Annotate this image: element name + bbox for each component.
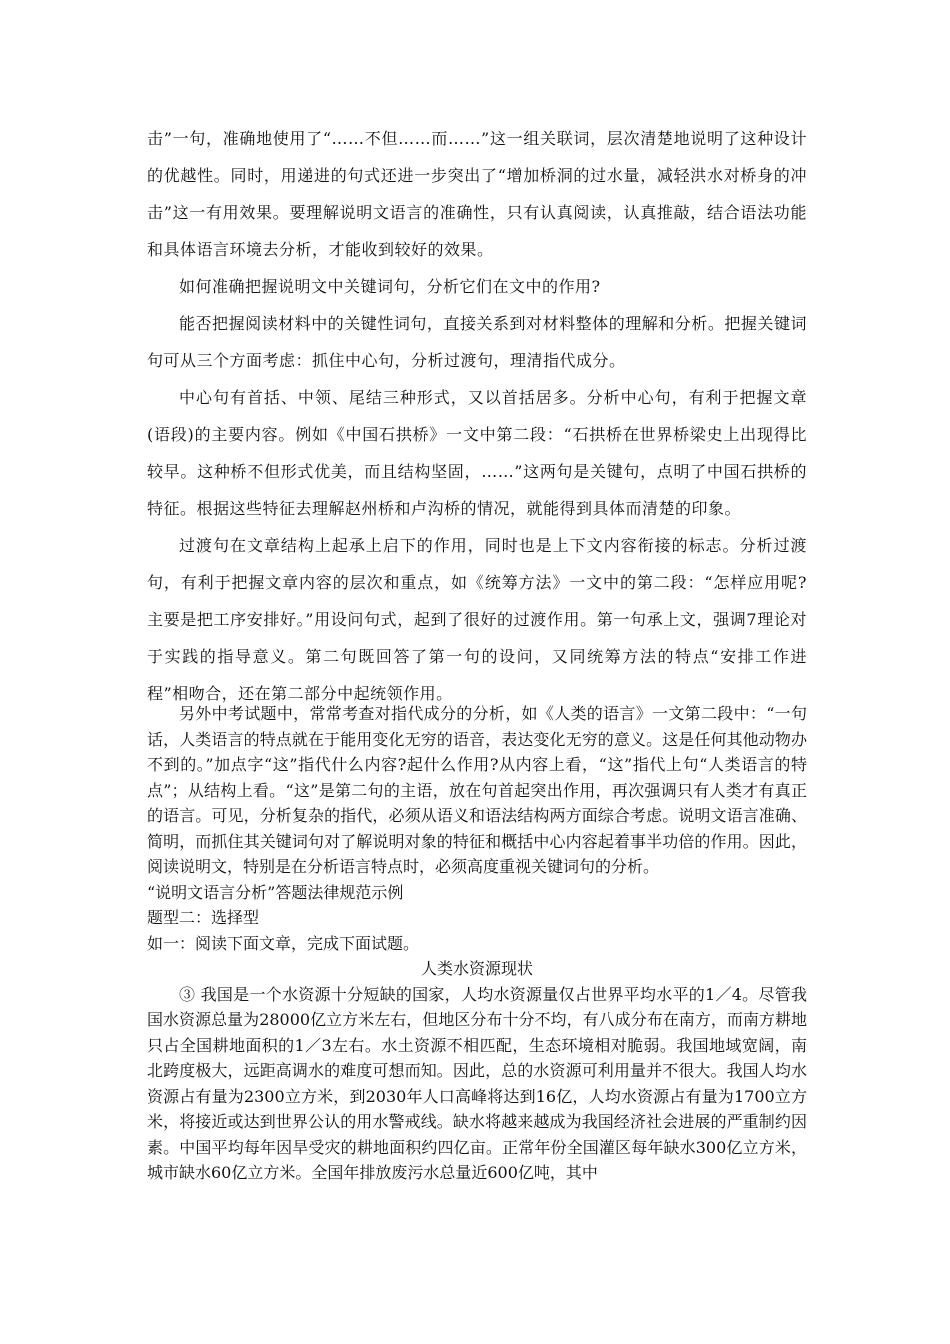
heading-answer-norms: “说明文语言分析”答题法律规范示例 <box>147 882 404 902</box>
paragraph-5: 过渡句在文章结构上起承上启下的作用，同时也是上下文内容衔接的标志。分析过渡句，有利于把握文章内容的层次和重点，如《统筹方法》一文中的第二段：“怎样应用呢?主要是把工序安排好。”用设问句式，起到了很好的过渡作用。第一句承上文，强调7理论对于实践的指导意义。第二句既回答了第一句的设问，又同统筹方法的特点“安排工作进程”相吻合，还在第二部分中起统领作用。 <box>147 536 807 703</box>
paragraph-6-body: 如《人类的语言》一文第二段中：“一句话，人类语言的特点就在于能用变化无穷的语音，表达变化无穷的意义。这是任何其他动物办不到的。”加点字“这”指代什么内容?起什么作用?从内容上看，“这”指代上句“人类语言的特点”；从结构上看。“这”是第二句的主语，放在句首起突出作用，再次强调只有人类才有真正的语言。可见，分析复杂的指代，必须从语义和语法结构两方面综合考虑。说明文语言准确、简明，而抓住其关键词句对了解说明对象的特征和概括中心内容起着事半功倍的作用。因此，阅读说明文，特别是在分析语言特点时，必须高度重视关键词句的分析。 <box>147 704 807 876</box>
heading-example-one: 如一：阅读下面文章，完成下面试题。 <box>147 933 420 953</box>
paragraph-4: 中心句有首括、中领、尾结三种形式，又以首括居多。分析中心句，有利于把握文章(语段)的主要内容。例如《中国石拱桥》一文中第二段：“石拱桥在世界桥梁史上出现得比较早。这种桥不但形式优美，而且结构坚固，……”这两句是关键句，点明了中国石拱桥的特征。根据这些特征去理解赵州桥和卢沟桥的情况，就能得到具体而清楚的印象。 <box>147 388 807 518</box>
paragraph-6 <box>147 701 807 880</box>
paragraph-1: 击”一句，准确地使用了“……不但……而……”这一组关联词，层次清楚地说明了这种设计的优越性。同时，用递进的句式还进一步突出了“增加桥洞的过水量，减轻洪水对桥身的冲击”这一有用效果。要理解说明文语言的准确性，只有认真阅读，认真推敲，结合语法功能和具体语言环境去分析，才能收到较好的效果。 <box>147 129 807 259</box>
heading-question-type: 题型二：选择型 <box>147 908 260 927</box>
article-paragraph-3: ③ 我国是一个水资源十分短缺的国家，人均水资源量仅占世界平均水平的1／4。尽管我国水资源总量为28000亿立方米左右，但地区分布十分不均，有八成分布在南方，而南方耕地只占全国耕地面积的1／3左右。水土资源不相匹配，生态环境相对脆弱。我国地域宽阔，南北跨度极大，远距高调水的难度可想而知。因此，总的水资源可利用量并不很大。我国人均水资源占有量为2300立方米，到2030年人口高峰将达到16亿，人均水资源占有量为1700立方米，将接近或达到世界公认的用水警戒线。缺水将越来越成为我国经济社会进展的严重制约因素。中国平均每年因旱受灾的耕地面积约四亿亩。正常年份全国灌区每年缺水300亿立方米，城市缺水60亿立方米。全国年排放废污水总量近600亿吨，其中 <box>147 984 807 1182</box>
paragraph-3: 能否把握阅读材料中的关键性词句，直接关系到对材料整体的理解和分析。把握关键词句可从三个方面考虑：抓住中心句，分析过渡句，理清指代成分。 <box>147 314 807 370</box>
article-title: 人类水资源现状 <box>420 959 533 978</box>
section-upper <box>147 120 807 712</box>
paragraph-2: 如何准确把握说明文中关键词句，分析它们在文中的作用? <box>179 277 601 296</box>
section-lower <box>147 701 807 1186</box>
paragraph-6-lead: 另外中考试题中，常常考查对指代成分的分析， <box>179 704 522 723</box>
